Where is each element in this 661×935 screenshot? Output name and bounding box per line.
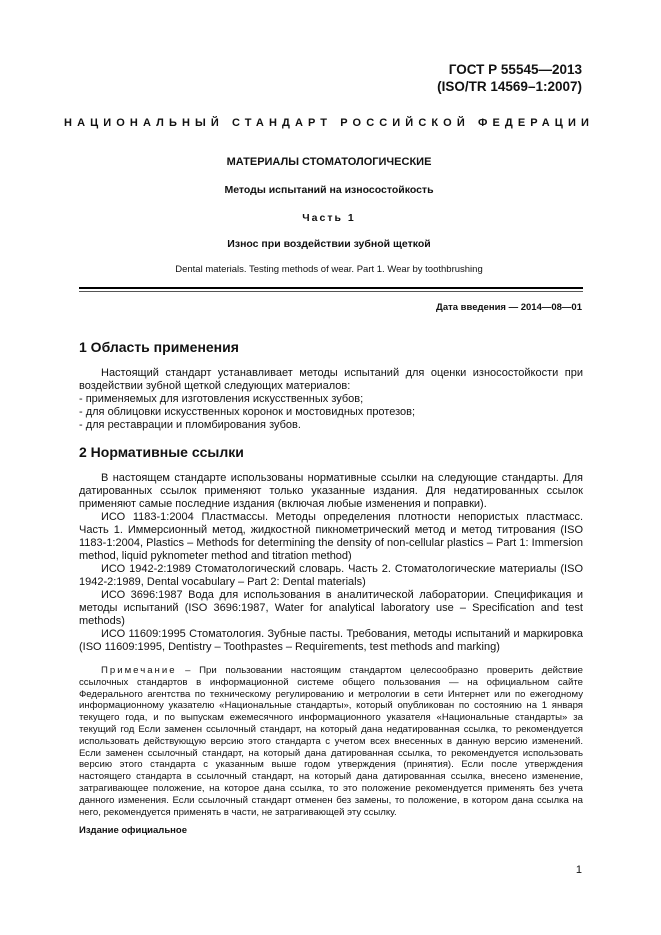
scope-list-item: - для облицовки искусственных коронок и мостовидных протезов; xyxy=(79,406,416,418)
note-block xyxy=(79,665,583,818)
scope-list-item: - применяемых для изготовления искусственных зубов; xyxy=(79,393,364,405)
scope-list-item: - для реставрации и пломбирования зубов. xyxy=(79,419,301,431)
document-part: Часть 1 xyxy=(302,212,356,224)
note-label: Примечание xyxy=(101,665,177,676)
scope-section xyxy=(79,367,583,432)
references-paragraph: В настоящем стандарте использованы нормативные ссылки на следующие стандарты. Для датированных ссылок применяют только указанные издания. Для недатированных ссылок применяют самые последние издания (включая любые изменения и поправки). xyxy=(79,472,583,510)
introduction-date: Дата введения — 2014—08—01 xyxy=(436,302,582,313)
reference-iso-1183: ИСО 1183-1:2004 Пластмассы. Методы определения плотности непористых пластмасс. Часть 1. Иммерсионный метод, жидкостной пикнометрический метод и метод титрования (ISO 1183-1:2004, Plastics – Methods for determining the density of non-cellular plastics – Part 1: Immersion method, liquid pyknometer method and titration method) xyxy=(79,511,583,562)
standard-number: ГОСТ Р 55545—2013 xyxy=(448,62,582,77)
official-edition-label: Издание официальное xyxy=(79,825,187,836)
document-part-name: Износ при воздействии зубной щеткой xyxy=(227,238,431,250)
document-title-english: Dental materials. Testing methods of wear. Part 1. Wear by toothbrushing xyxy=(175,264,483,275)
title-divider-thick xyxy=(79,287,583,289)
document-title: МАТЕРИАЛЫ СТОМАТОЛОГИЧЕСКИЕ xyxy=(226,156,432,168)
normative-references-section xyxy=(79,472,583,654)
title-divider-thin xyxy=(79,291,583,292)
national-standard-heading: НАЦИОНАЛЬНЫЙ СТАНДАРТ РОССИЙСКОЙ ФЕДЕРАЦИИ xyxy=(64,117,594,129)
page-number: 1 xyxy=(575,864,582,876)
section-heading-scope: 1 Область применения xyxy=(79,339,239,355)
iso-number: (ISO/TR 14569–1:2007) xyxy=(437,79,582,94)
section-heading-normative-references: 2 Нормативные ссылки xyxy=(79,444,244,460)
standard-code xyxy=(437,61,582,95)
reference-iso-1942: ИСО 1942-2:1989 Стоматологический словарь. Часть 2. Стоматологические материалы (ISO 1942-2:1989, Dental vocabulary – Part 2: Dental materials) xyxy=(79,563,583,588)
reference-iso-11609: ИСО 11609:1995 Стоматология. Зубные пасты. Требования, методы испытаний и маркировка (ISO 11609:1995, Dentistry – Toothpastes – Requirements, test methods and marking) xyxy=(79,628,583,653)
reference-iso-3696: ИСО 3696:1987 Вода для использования в аналитической лаборатории. Спецификация и методы испытаний (ISO 3696:1987, Water for analytical laboratory use – Specification and test methods) xyxy=(79,589,583,627)
note-paragraph xyxy=(79,665,583,818)
scope-paragraph: Настоящий стандарт устанавливает методы испытаний для оценки износостойкости при воздействии зубной щеткой следующих материалов: xyxy=(79,367,583,392)
document-subtitle: Методы испытаний на износостойкость xyxy=(224,184,434,196)
note-text: – При пользовании настоящим стандартом целесообразно проверить действие ссылочных стандартов в информационной системе общего пользования — на официальном сайте Федерального агентства по техническому регулированию и метрологии в сети Интернет или по ежегодному информационному указателю «Национальные стандарты», который опубликован по состоянию на 1 января текущего года, и по выпускам ежемесячного информационного указателя «Национальные стандарты» за текущий год Если заменен ссылочный стандарт, на который дана недатированная ссылка, то рекомендуется использовать действующую версию этого стандарта с учетом всех внесенных в данную версию изменений. Если заменен ссылочный стандарт, на который дана датированная ссылка, то рекомендуется использовать версию этого стандарта с указанным выше годом утверждения (принятия). Если после утверждения настоящего стандарта в ссылочный стандарт, на который дана датированная ссылка, внесено изменение, затрагивающее положение, на которое дана ссылка, то это положение рекомендуется применять без учета данного изменения. Если ссылочный стандарт отменен без замены, то положение, в котором дана ссылка на него, рекомендуется применять в части, не затрагивающей эту ссылку. xyxy=(79,665,583,818)
